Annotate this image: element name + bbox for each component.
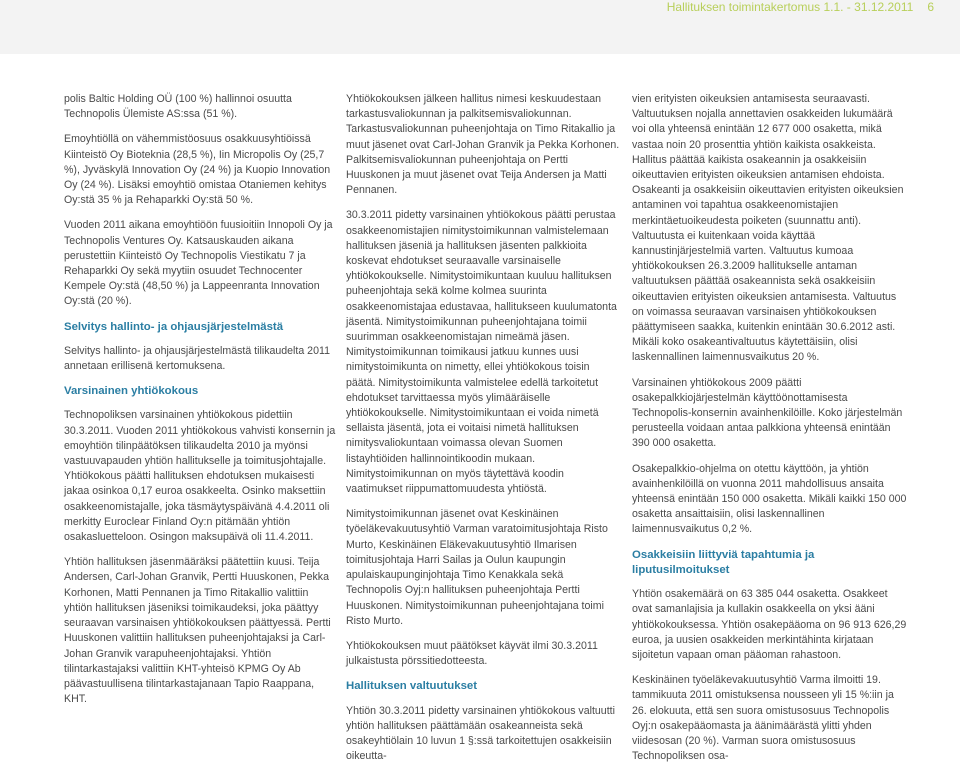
paragraph: Yhtiökokouksen muut päätökset käyvät ilmi 30.3.2011 julkaistusta pörssitiedotteesta. — [346, 639, 598, 668]
paragraph: Emoyhtiöllä on vähemmistöosuus osakkuusyhtiöissä Kiinteistö Oy Bioteknia (28,5 %), Iin Micropolis Oy (25,7 %), Jyväskylä Innovation Oy (24 %) ja Kuopio Innovation Oy (24 %). Lisäksi emoyhtiö omistaa Otaniemen kehitys Oy:stä 35 % ja Rehaparkki Oy:stä 50 %. — [64, 133, 331, 207]
paragraph: Yhtiökokouksen jälkeen hallitus nimesi keskuudestaan tarkastusvaliokunnan ja palkitsemisvaliokunnan. Tarkastusvaliokunnan puheenjohtaja on Timo Ritakallio ja muut jäsenet ovat Carl-Johan Granvik ja Pekka Korhonen. Palkitsemisvaliokunnan puheenjohtaja on Pertti Huuskonen ja muut jäsenet ovat Teija Andersen ja Matti Pennanen. — [346, 93, 620, 197]
report-title: Hallituksen toimintakertomus 1.1. - 31.12.2011 — [666, 0, 914, 14]
section-heading-governance: Selvitys hallinto- ja ohjausjärjestelmästä — [64, 320, 284, 333]
running-header — [667, 0, 934, 14]
section-heading-authorizations: Hallituksen valtuutukset — [346, 680, 478, 693]
paragraph: 30.3.2011 pidetty varsinainen yhtiökokous päätti perustaa osakkeenomistajien nimitystoimikunnan valmistelemaan hallituksen jäseniä ja hallituksen jäsenten palkkioita koskevat ehdotukset seuraavalle varsinaiselle yhtiökokoukselle. Nimitystoimikuntaan kuuluu hallituksen puheenjohtaja sekä kolme kolmea suurinta osakkeenomistajaa edustavaa, hallitukseen kuulumatonta jäsentä. Nimitystoimikunnan puheenjohtajana toimii suurimman osakkeenomistajan nimeämä jäsen. Nimitystoimikunnan toimikausi jatkuu kunnes uusi nimitystoimikunta on nimetty, ellei yhtiökokous toisin päätä. Nimitystoimikunta valmistelee edellä tarkoitetut ehdotukset tarvittaessa myös ylimääräiselle yhtiökokoukselle. Nimitystoimikuntaan ei voida nimetä sellaista jäsentä, jota ei voitaisi nimetä hallituksen nimitysvaliokuntaan voimassa olevan Suomen listayhtiöiden hallinnointikoodin mukaan. Nimitystoimikunnan on myös täytettävä koodin vaatimukset riippumattomuudesta yhtiöstä. — [346, 209, 617, 496]
paragraph: Keskinäinen työeläkevakuutusyhtiö Varma ilmoitti 19. tammikuuta 2011 omistuksensa nousseen yli 15 %:iin ja 26. elokuuta, että sen suora omistusosuus Technopolis Oyj:n osakepääomasta ja äänimäärästä ylitti yhden viidesosan (20 %). Varman suora omistusosuus Technopoliksen osa- — [632, 674, 894, 763]
text-column-1 — [64, 92, 339, 707]
paragraph: Osakepalkkio-ohjelma on otettu käyttöön, ja yhtiön avainhenkilöillä on vuonna 2011 mahdollisuus ansaita yhteensä enintään 150 000 osaketta. Mikäli kaikki 150 000 osaketta ansaittaisiin, olisi laskennallinen laimennusvaikutus 0,2 %. — [632, 462, 907, 536]
paragraph: Yhtiön osakemäärä on 63 385 044 osaketta. Osakkeet ovat samanlajisia ja kullakin osakkeella on yksi ääni yhtiökokouksessa. Yhtiön osakepääoma on 96 913 626,29 euroa, ja uusien osakkeiden merkintähinta kirjataan sijoitetun vapaan oman pääoman rahastoon. — [632, 588, 907, 661]
paragraph: Vuoden 2011 aikana emoyhtiöön fuusioitiin Innopoli Oy ja Technopolis Ventures Oy. Katsauskauden aikana perustettiin Kiinteistö Oy Technopolis Viestikatu 7 ja Rehaparkki Oy sekä myytiin osuudet Technocenter Kempele Oy:stä (48,50 %) ja Lappeenranta Innovation Oy:stä (20 %). — [64, 219, 333, 308]
paragraph: Yhtiön 30.3.2011 pidetty varsinainen yhtiökokous valtuutti yhtiön hallituksen päättämään osakeanneista sekä osakeyhtiölain 10 luvun 1 §:ssä tarkoitettujen osakkeisiin oikeutta- — [346, 704, 615, 763]
paragraph: Nimitystoimikunnan jäsenet ovat Keskinäinen työeläkevakuutusyhtiö Varman varatoimitusjohtaja Risto Murto, Keskinäinen Eläkevakuutusyhtiö Ilmarisen toimitusjohtaja Harri Sailas ja Oulun kaupungin apulaiskaupunginjohtaja Timo Kenakkala sekä Technopolis Oyj:n hallituksen puheenjohtaja Pertti Huuskonen. Nimitystoimikunnan puheenjohtajana toimi Risto Murto. — [346, 508, 608, 627]
paragraph: Yhtiön hallituksen jäsenmääräksi päätettiin kuusi. Teija Andersen, Carl-Johan Granvik, Pertti Huuskonen, Pekka Korhonen, Matti Pennanen ja Timo Ritakallio valittiin yhtiön hallituksen jäseniksi toimikaudeksi, joka päättyy seuraavan varsinaisen yhtiökokouksen päättyessä. Pertti Huuskonen valittiin hallituksen puheenjohtajaksi ja Carl-Johan Granvik varapuheenjohtajaksi. Yhtiön tilintarkastajaksi valittiin KHT-yhteisö KPMG Oy Ab päävastuullisena tilintarkastajanaan Tapio Raappana, KHT. — [64, 556, 331, 706]
paragraph: polis Baltic Holding OÜ (100 %) hallinnoi osuutta Technopolis Ülemiste AS:ssa (51 %). — [64, 93, 292, 121]
text-column-3 — [632, 92, 907, 764]
section-heading-agm: Varsinainen yhtiökokous — [64, 385, 199, 398]
paragraph: vien erityisten oikeuksien antamisesta seuraavasti. Valtuutuksen nojalla annettavien osakkeiden lukumäärä voi olla yhteensä enintään 12 677 000 osaketta, mikä vastaa noin 20 prosenttia yhtiön kaikista osakkeista. Hallitus päättää kaikista osakeannin ja osakkeisiin oikeuttavien erityisten oikeuksien antamisen ehdoista. Osakeanti ja osakkeisiin oikeuttavien erityisten oikeuksien antaminen voi tapahtua osakkeenomistajien merkintäetuoikeudesta poiketen (suunnattu anti). Valtuutusta ei kuitenkaan voida käyttää kannustinjärjestelmiä varten. Valtuutus kumoaa yhtiökokouksen 26.3.2009 hallitukselle antaman valtuutuksen päättää osakeannista sekä osakkeisiin oikeuttavien erityisten oikeuksien antamisesta. Valtuutus on voimassa seuraavan varsinaisen yhtiökokouksen päättymiseen saakka, kuitenkin enintään 30.6.2012 asti. Mikäli koko osakeantivaltuutus käytettäisiin, olisi laskennallinen laimennusvaikutus 20 %. — [632, 93, 904, 364]
page-number: 6 — [927, 0, 934, 14]
section-heading-share-events: Osakkeisiin liittyviä tapahtumia ja liputusilmoitukset — [632, 548, 815, 576]
paragraph: Varsinainen yhtiökokous 2009 päätti osakepalkkiojärjestelmän käyttöönottamisesta Technopolis-konsernin avainhenkilöille. Koko järjestelmän perusteella voidaan antaa palkkiona yhteensä enintään 390 000 osaketta. — [632, 376, 903, 450]
text-column-2 — [346, 92, 621, 764]
paragraph: Technopoliksen varsinainen yhtiökokous pidettiin 30.3.2011. Vuoden 2011 yhtiökokous vahvisti konsernin ja emoyhtiön tilinpäätöksen tilikaudelta 2010 ja myönsi vastuuvapauden yhtiön hallitukselle ja toimitusjohtajalle. Yhtiökokous päätti hallituksen ehdotuksen mukaisesti jakaa osinkoa 0,17 euroa osakkeelta. Osinko maksettiin osakkeenomistajalle, joka täsmäytyspäivänä 4.4.2011 oli merkitty Euroclear Finland Oy:n pitämään yhtiön osakasluetteloon. Osingon maksupäivä oli 11.4.2011. — [64, 409, 336, 544]
paragraph: Selvitys hallinto- ja ohjausjärjestelmästä tilikaudelta 2011 annetaan erillisenä kertomuksena. — [64, 344, 330, 373]
